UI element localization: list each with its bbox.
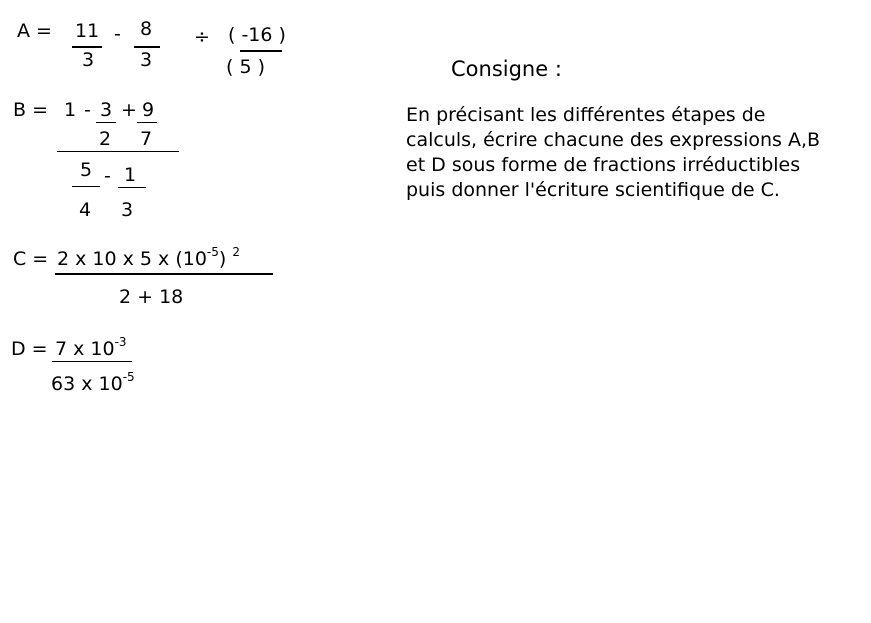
consigne-line-1: En précisant les différentes étapes de xyxy=(406,104,766,126)
expr-d-bar xyxy=(52,361,132,362)
consigne-title: Consigne : xyxy=(451,57,562,81)
expr-b-top-f1-bar xyxy=(96,122,116,123)
expr-b-bot-f2-bar xyxy=(118,187,146,188)
expr-a-frac2-bar xyxy=(134,46,160,48)
expr-d-den-exp: -5 xyxy=(122,370,135,384)
expr-b-bot-f1-den: 4 xyxy=(79,199,92,221)
consigne-line-4: puis donner l'écriture scientifique de C. xyxy=(406,179,780,201)
expr-b-minus: - xyxy=(84,99,91,121)
expr-c-num-close: ) xyxy=(218,248,227,270)
expr-b-label: B = xyxy=(13,99,48,121)
expr-a-frac3-bar xyxy=(240,50,282,52)
expr-b-plus: + xyxy=(121,99,137,121)
expr-d-num-main: 7 x 10 xyxy=(55,338,115,360)
expr-a-frac3-num: ( -16 ) xyxy=(228,24,286,46)
expr-a-label: A = xyxy=(17,20,52,42)
expr-d-denominator xyxy=(51,370,135,395)
expr-a-frac1-bar xyxy=(72,46,102,48)
expr-a-minus: - xyxy=(114,23,121,45)
expr-b-top-f1-num: 3 xyxy=(100,99,113,121)
expr-c-denominator: 2 + 18 xyxy=(119,286,184,308)
expr-b-bot-f2-den: 3 xyxy=(121,199,134,221)
expr-c-num-exp1: -5 xyxy=(206,245,219,259)
expr-d-num-exp: -3 xyxy=(114,335,127,349)
expr-b-top-f2-den: 7 xyxy=(140,128,153,150)
expr-b-bot-minus: - xyxy=(104,165,111,187)
expr-b-bot-f1-num: 5 xyxy=(80,159,93,181)
expr-a-frac1-num: 11 xyxy=(75,20,100,42)
expr-c-label: C = xyxy=(13,248,49,270)
expr-c-bar xyxy=(55,273,273,275)
expr-a-frac2-num: 8 xyxy=(140,18,153,40)
expr-b-bot-f1-bar xyxy=(72,186,100,187)
expr-c-numerator xyxy=(57,245,240,270)
expr-b-one: 1 xyxy=(64,99,77,121)
expr-d-label: D = xyxy=(11,338,48,360)
expr-b-top-f1-den: 2 xyxy=(99,128,112,150)
expr-b-main-bar xyxy=(57,151,179,152)
consigne-line-3: et D sous forme de fractions irréductibles xyxy=(406,154,801,176)
expr-d-numerator xyxy=(55,335,127,360)
expr-b-top-f2-bar xyxy=(137,122,157,123)
expr-c-num-main: 2 x 10 x 5 x (10 xyxy=(57,248,207,270)
consigne-line-2: calculs, écrire chacune des expressions A,B xyxy=(406,129,821,151)
expr-c-num-exp2: 2 xyxy=(232,245,240,259)
expr-a-frac1-den: 3 xyxy=(82,49,95,71)
expr-b-bot-f2-num: 1 xyxy=(124,164,137,186)
expr-a-frac3-den: ( 5 ) xyxy=(226,56,265,78)
expr-a-divide: ÷ xyxy=(194,26,210,48)
expr-d-den-main: 63 x 10 xyxy=(51,373,123,395)
expr-b-top-f2-num: 9 xyxy=(142,99,155,121)
expr-a-frac2-den: 3 xyxy=(140,49,153,71)
